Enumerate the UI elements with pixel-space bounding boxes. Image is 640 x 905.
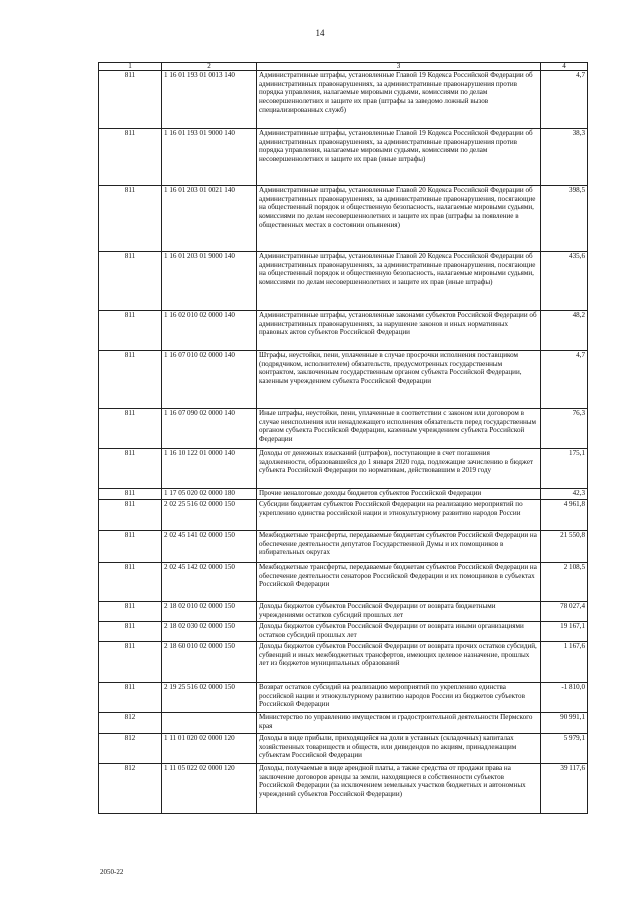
table-row: [99, 500, 588, 531]
revenue-code-cell: 2 19 25 516 02 0000 150: [162, 683, 257, 713]
revenue-name-cell: Доходы бюджетов субъектов Российской Федерации от возврата прочих остатков субсидий, субвенций и иных межбюджетных трансфертов, имеющих целевое назначение, прошлых лет из бюджетов муниципальных образований: [257, 642, 541, 683]
revenue-code-cell: 1 11 05 022 02 0000 120: [162, 764, 257, 814]
budget-revenue-table: [98, 62, 588, 814]
table-row: [99, 563, 588, 602]
revenue-name-cell: Административные штрафы, установленные законами субъектов Российской Федерации об административных правонарушениях, за нарушение законов и иных нормативных правовых актов субъектов Российской Федерации: [257, 311, 541, 351]
table-row: [99, 449, 588, 489]
column-number-3: 3: [257, 63, 541, 71]
chapter-code-cell: 812: [99, 764, 162, 814]
revenue-code-cell: 1 11 01 020 02 0000 120: [162, 734, 257, 764]
chapter-code-cell: 811: [99, 622, 162, 642]
revenue-code-cell: 1 16 01 193 01 0013 140: [162, 71, 257, 129]
table-row: [99, 622, 588, 642]
table-row: [99, 713, 588, 734]
revenue-name-cell: Административные штрафы, установленные Главой 20 Кодекса Российской Федерации об административных правонарушениях, за административные правонарушения, посягающие на общественный порядок и общественную безопасность, налагаемые мировыми судьями, комиссиями по делам несовершеннолетних и защите их прав (штрафы за появление в общественных местах в состоянии опьянения): [257, 186, 541, 252]
column-number-4: 4: [541, 63, 588, 71]
revenue-name-cell: Доходы бюджетов субъектов Российской Федерации от возврата иными организациями остатков субсидий прошлых лет: [257, 622, 541, 642]
column-number-1: 1: [99, 63, 162, 71]
column-number-row: [99, 63, 588, 71]
revenue-code-cell: 1 16 07 090 02 0000 140: [162, 409, 257, 449]
amount-cell: 4,7: [541, 351, 588, 409]
table-row: [99, 351, 588, 409]
revenue-name-cell: Субсидии бюджетам субъектов Российской Федерации на реализацию мероприятий по укреплению единства российской нации и этнокультурному развитию народов России: [257, 500, 541, 531]
chapter-code-cell: 811: [99, 129, 162, 186]
revenue-code-cell: 1 16 02 010 02 0000 140: [162, 311, 257, 351]
revenue-code-cell: 1 17 05 020 02 0000 180: [162, 489, 257, 500]
revenue-name-cell: Иные штрафы, неустойки, пени, уплаченные в соответствии с законом или договором в случае неисполнения или ненадлежащего исполнения обязательств перед государственным органом субъекта Российской Федерации, казенным учреждением субъекта Российской Федерации: [257, 409, 541, 449]
revenue-name-cell: Доходы от денежных взысканий (штрафов), поступающие в счет погашения задолженности, образовавшейся до 1 января 2020 года, подлежащие зачислению в бюджет субъекта Российской Федерации по нормативам, действовавшим в 2019 году: [257, 449, 541, 489]
revenue-name-cell: Штрафы, неустойки, пени, уплаченные в случае просрочки исполнения поставщиком (подрядчиком, исполнителем) обязательств, предусмотренных государственным контрактом, заключенным государственным органом субъекта Российской Федерации, казенным учреждением субъекта Российской Федерации: [257, 351, 541, 409]
amount-cell: 39 117,6: [541, 764, 588, 814]
amount-cell: 2 108,5: [541, 563, 588, 602]
revenue-name-cell: Административные штрафы, установленные Главой 20 Кодекса Российской Федерации об административных правонарушениях, за административные правонарушения, посягающие на общественный порядок и общественную безопасность, налагаемые мировыми судьями, комиссиями по делам несовершеннолетних и защите их прав (иные штрафы): [257, 252, 541, 311]
revenue-name-cell: Доходы, получаемые в виде арендной платы, а также средства от продажи права на заключение договоров аренды за земли, находящиеся в собственности субъектов Российской Федерации (за исключением земельных участков бюджетных и автономных учреждений субъектов Российской Федерации): [257, 764, 541, 814]
amount-cell: 38,3: [541, 129, 588, 186]
footer-document-code: 2050-22: [100, 868, 124, 876]
table-row: [99, 489, 588, 500]
table-row: [99, 683, 588, 713]
revenue-name-cell: Межбюджетные трансферты, передаваемые бюджетам субъектов Российской Федерации на обеспечение деятельности депутатов Государственной Думы и их помощников в избирательных округах: [257, 531, 541, 563]
revenue-name-cell: Министерство по управлению имуществом и градостроительной деятельности Пермского края: [257, 713, 541, 734]
chapter-code-cell: 811: [99, 642, 162, 683]
table-row: [99, 734, 588, 764]
revenue-code-cell: 2 18 02 030 02 0000 150: [162, 622, 257, 642]
amount-cell: 42,3: [541, 489, 588, 500]
revenue-name-cell: Доходы в виде прибыли, приходящейся на доли в уставных (складочных) капиталах хозяйственных товариществ и обществ, или дивидендов по акциям, принадлежащим субъектам Российской Федерации: [257, 734, 541, 764]
chapter-code-cell: 812: [99, 713, 162, 734]
revenue-code-cell: 2 02 25 516 02 0000 150: [162, 500, 257, 531]
revenue-name-cell: Административные штрафы, установленные Главой 19 Кодекса Российской Федерации об административных правонарушениях, за административные правонарушения против порядка управления, налагаемые мировыми судьями, комиссиями по делам несовершеннолетних и защите их прав (иные штрафы): [257, 129, 541, 186]
chapter-code-cell: 811: [99, 71, 162, 129]
table-row: [99, 129, 588, 186]
revenue-name-cell: Административные штрафы, установленные Главой 19 Кодекса Российской Федерации об административных правонарушениях, за административные правонарушения против порядка управления, налагаемые мировыми судьями, комиссиями по делам несовершеннолетних и защите их прав (штрафы за заведомо ложный вызов специализированных служб): [257, 71, 541, 129]
table-row: [99, 186, 588, 252]
table-body: [99, 71, 588, 814]
amount-cell: 5 979,1: [541, 734, 588, 764]
chapter-code-cell: 811: [99, 449, 162, 489]
revenue-code-cell: 1 16 10 122 01 0000 140: [162, 449, 257, 489]
chapter-code-cell: 811: [99, 500, 162, 531]
page-number: 14: [315, 28, 325, 38]
table-row: [99, 642, 588, 683]
column-number-2: 2: [162, 63, 257, 71]
chapter-code-cell: 811: [99, 252, 162, 311]
chapter-code-cell: 811: [99, 351, 162, 409]
revenue-code-cell: 2 02 45 141 02 0000 150: [162, 531, 257, 563]
amount-cell: 76,3: [541, 409, 588, 449]
amount-cell: 4 961,8: [541, 500, 588, 531]
table-row: [99, 252, 588, 311]
table-row: [99, 602, 588, 622]
chapter-code-cell: 812: [99, 734, 162, 764]
chapter-code-cell: 811: [99, 683, 162, 713]
revenue-code-cell: 1 16 01 203 01 0021 140: [162, 186, 257, 252]
amount-cell: -1 810,0: [541, 683, 588, 713]
revenue-name-cell: Прочие неналоговые доходы бюджетов субъектов Российской Федерации: [257, 489, 541, 500]
table-row: [99, 71, 588, 129]
amount-cell: 435,6: [541, 252, 588, 311]
revenue-name-cell: Возврат остатков субсидий на реализацию мероприятий по укреплению единства российской нации и этнокультурному развитию народов России из бюджетов субъектов Российской Федерации: [257, 683, 541, 713]
table-row: [99, 531, 588, 563]
revenue-code-cell: 2 02 45 142 02 0000 150: [162, 563, 257, 602]
chapter-code-cell: 811: [99, 489, 162, 500]
revenue-code-cell: 1 16 01 203 01 9000 140: [162, 252, 257, 311]
revenue-name-cell: Межбюджетные трансферты, передаваемые бюджетам субъектов Российской Федерации на обеспечение деятельности сенаторов Российской Федерации и их помощников в субъектах Российской Федерации: [257, 563, 541, 602]
revenue-code-cell: 2 18 02 010 02 0000 150: [162, 602, 257, 622]
table-row: [99, 409, 588, 449]
amount-cell: 19 167,1: [541, 622, 588, 642]
revenue-name-cell: Доходы бюджетов субъектов Российской Федерации от возврата бюджетными учреждениями остатков субсидий прошлых лет: [257, 602, 541, 622]
chapter-code-cell: 811: [99, 563, 162, 602]
table-row: [99, 311, 588, 351]
revenue-code-cell: [162, 713, 257, 734]
table-row: [99, 764, 588, 814]
chapter-code-cell: 811: [99, 531, 162, 563]
chapter-code-cell: 811: [99, 602, 162, 622]
amount-cell: 1 167,6: [541, 642, 588, 683]
amount-cell: 398,5: [541, 186, 588, 252]
amount-cell: 4,7: [541, 71, 588, 129]
revenue-code-cell: 1 16 07 010 02 0000 140: [162, 351, 257, 409]
amount-cell: 175,1: [541, 449, 588, 489]
amount-cell: 48,2: [541, 311, 588, 351]
chapter-code-cell: 811: [99, 186, 162, 252]
chapter-code-cell: 811: [99, 409, 162, 449]
amount-cell: 21 550,8: [541, 531, 588, 563]
chapter-code-cell: 811: [99, 311, 162, 351]
amount-cell: 90 991,1: [541, 713, 588, 734]
revenue-code-cell: 2 18 60 010 02 0000 150: [162, 642, 257, 683]
amount-cell: 78 027,4: [541, 602, 588, 622]
revenue-code-cell: 1 16 01 193 01 9000 140: [162, 129, 257, 186]
